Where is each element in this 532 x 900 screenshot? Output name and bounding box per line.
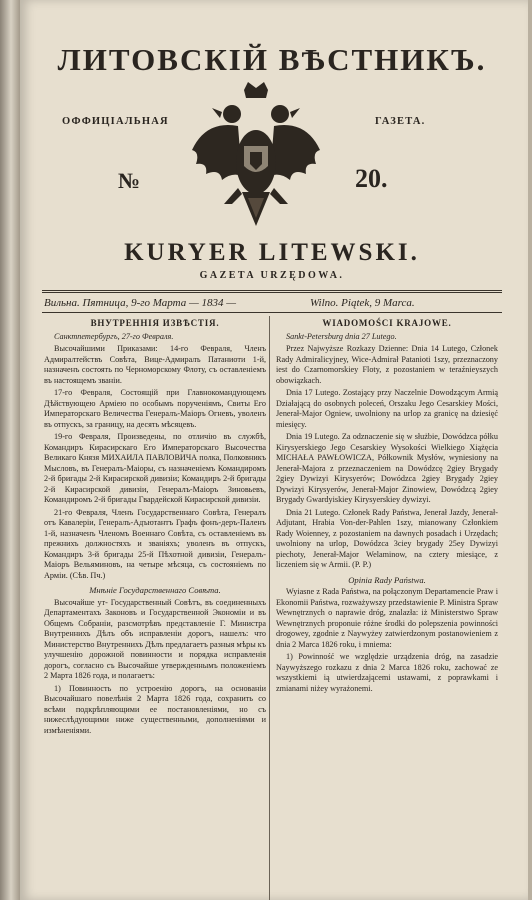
issue-number-sign: № (118, 168, 141, 193)
article-paragraph: Sankt-Petersburg dnia 27 Lutego. (286, 331, 397, 341)
masthead-subtitle-polish: GAZETA URZĘDOWA. (199, 270, 345, 281)
dateline-rule-top (42, 290, 502, 291)
article-paragraph: 1) Powinność we względzie urządzenia dróg, na zasadzie Naywyższego rozkazu z dnia 2 Marca 1826 roku, zachować ze wszystkiemi ią utwierdzającemi ustawami, z poprawkami i zmianami niżey wyrażonemi. (276, 652, 498, 693)
masthead-title-russian: ЛИТОВСКІЙ ВѢСТНИКЪ. (57, 42, 487, 77)
article-paragraph: 1) Повинность по устроенію дорогъ, на основаніи Высочайшаго повелѣнія 2 Марта 1826 года, сохранить со всѣми подкрѣпляющими ее постановленіями, но съ нижеслѣдующими ниже существенными, дополненіями и измѣненіями. (44, 683, 266, 735)
dateline-rule-bottom (42, 312, 502, 313)
gazette-label: ГАЗЕТА. (375, 116, 426, 127)
polish-column (276, 318, 498, 696)
subsection-title-polish: Opinia Rady Państwa. (348, 574, 426, 585)
article-paragraph: 17-го Февраля, Состоящій при Главнокомандующемъ Дѣйствующею Арміею по особымъ порученіямъ, Свиты Его Императорскаго Величества Генералъ-Маіоръ Огневъ, уволенъ въ отпускъ, за границу, на десять мѣсяцевъ. (44, 388, 266, 429)
article-paragraph: Dnia 21 Lutego. Członek Rady Państwa, Jenerał Jazdy, Jenerał-Adjutant, Hrabia Von-der-Pahlen 1szy, mianowany Członkiem Rady Woienney, z pozostaniem na dawnych posadach i Urzędach; uwolniony na urlop, Dowódzca 3ciey brygady 25ey Dywizyi piechoty, Jenerał-Major Welaminow, na cztery miesiące, z liczeniem się w Armii. (P. P.) (276, 507, 498, 569)
article-paragraph: Санктпетербургъ, 27-го Февраля. (54, 331, 174, 341)
article-paragraph: 19-го Февраля, Произведены, по отличію въ службѣ, Командиръ Кирасирскаго Его Императорскаго Высочества Великаго Князя МИХАИЛА ПАВЛОВИЧА полка, Полковникъ Мысловъ, въ Генералъ-Маіоры, съ назначеніемъ Командиромъ 2-й бригады 2-й Кирасирской дивизіи; Командиръ 2-й бригады 2-й Кирасирской дивизіи, Генералъ-Маіоръ Зиновьевъ, Командиромъ 2-й бригады Гвардейской Кирасирской дивизіи. (44, 432, 266, 504)
article-paragraph: Dnia 17 Lutego. Zostający przy Naczelnie Dowodzącym Armią Działającą do osobnych poleceń, Orszaku Jego Cesarskiey Mości, Jenerał-Major Ogniew, uwolniony na urlop za granicę na dziesięć miesięcy. (276, 388, 498, 429)
double-headed-eagle-emblem (186, 80, 326, 240)
book-spine (0, 0, 20, 900)
article-paragraph: 21-го Февраля, Членъ Государственнаго Совѣта, Генералъ отъ Кавалеріи, Генералъ-Адъютантъ Графъ фонъ-деръ-Паленъ 1-й, назначенъ Членомъ Военнаго Совѣта, съ оставленіемъ въ прежнихъ должностяхъ и званіяхъ; уволенъ въ отпускъ, Командиръ 3-й бригады 25-й Пѣхотной дивизіи, Генералъ-Маіоръ Вельяминовъ, на четыре мѣсяца, съ состояніемъ по Арміи. (Сѣв. Пч.) (44, 507, 266, 580)
official-label: ОФФИЦІАЛЬНАЯ (62, 116, 169, 127)
article-paragraph: Przez Najwyższe Rozkazy Dzienne: Dnia 14 Lutego, Członek Rady Admiralicyjney, Wice-Admirał Patanioti 1szy, przeznaczony iest do Czarnomorskiey Floty, z pozostaniem w teraźnieyszych obowiązkach. (276, 344, 498, 385)
masthead-title-polish: KURYER LITEWSKI. (124, 239, 420, 266)
dateline-rule-top-2 (42, 292, 502, 293)
section-title-polish: WIADOMOŚCI KRAJOWE. (322, 318, 452, 328)
article-paragraph: Dnia 19 Lutego. Za odznaczenie się w służbie, Dowódzca półku Kirysyerskiego Jego Cesarskiey Wysokości Wielkiego Xiążęcia MICHAŁA PAWŁOWICZA, Półkownik Mysłów, wyniesiony na Jenerał-Majora z przeznaczeniem na Dowódzcę 2giey Brygady 2giey Dywizyi Kirysyerów; Dowódzca 2giey Brygady 2giey Dywizyi Kirysyerów, Jenerał-Major Zinowiew, Dowódzcą 2giey Brygady Gwardyiskiey Kirysyerskiey dywizyi. (276, 432, 498, 504)
issue-number: 20. (355, 164, 388, 193)
subsection-title-russian: Мнѣніе Государственнаго Совѣта. (89, 585, 221, 595)
dateline-polish: Wilno. Piątek, 9 Marca. (310, 297, 415, 309)
article-paragraph: Высочайше ут- Государственный Совѣтъ, въ соединенныхъ Департаментахъ Законовъ и Государственной Экономіи и въ Общемъ Собраніи, разсмотрѣвъ представленіе Г. Министра Внутреннихъ Дѣлъ объ исправленіи дорогъ, нашелъ: что Министерство Внутреннихъ Дѣлъ предлагаетъ разныя мѣры къ улучшенію дорожной повинности и порядка исправленія дорогъ, согласно съ Высочайше утвержденнымъ положеніемъ 2 Марта 1826 года, и полагаетъ: (44, 597, 266, 680)
section-title-russian: ВНУТРЕННІЯ ИЗВѢСТІЯ. (90, 318, 220, 328)
russian-column (44, 318, 266, 738)
column-divider (269, 316, 270, 900)
article-paragraph: Wyiasne z Rada Państwa, na połączonym Departamencie Praw i Ekonomii Państwa, rozważywszy przedstawienie P. Ministra Spraw Wewnętrznych o naprawie dróg, znalazła: iż Ministerstwo Spraw Wewnętrznych proponuie różne środki do polepszenia powinności drogowey, zgodnie z Naywyżey zatwierdzonym postanowieniem z dnia 2 Marca 1826 roku, i mniema: (276, 587, 498, 649)
newspaper-page (20, 0, 528, 900)
dateline-russian: Вильна. Пятница, 9-го Марта — 1834 — (44, 297, 237, 309)
article-paragraph: Высочайшими Приказами: 14-го Февраля, Членъ Адмиралтействъ Совѣта, Вице-Адмиралъ Патаниоти 1-й, назначенъ состоять по Черноморскому Флоту, съ оставленіемъ въ настоящемъ званіи. (44, 344, 266, 385)
